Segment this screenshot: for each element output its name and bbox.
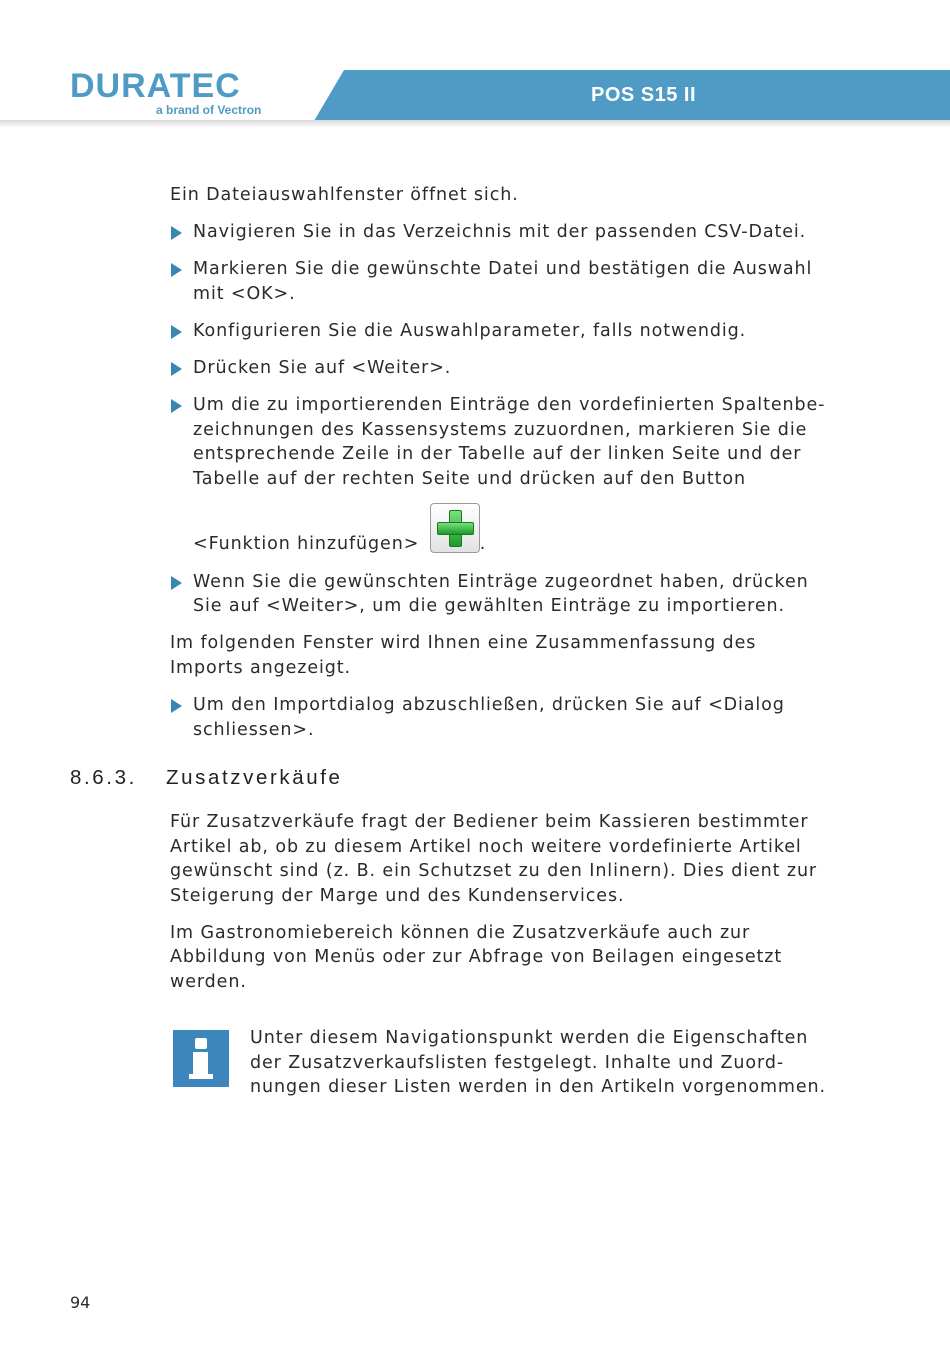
info-icon: [173, 1030, 229, 1087]
bullet-arrow-icon: [171, 226, 182, 240]
step-text: Um die zu importierenden Einträge den vordefinierten Spaltenbe- zeichnungen des Kassensystems zuzuordnen, markieren Sie die entsprechende Zeile in der Tabelle auf der linken Seite und der Tabelle auf der rechten Seite und drücken auf den Button: [193, 395, 826, 489]
function-button-line: [193, 503, 830, 557]
summary-text: Im folgenden Fenster wird Ihnen eine Zusammenfassung des Imports angezeigt.: [170, 633, 757, 678]
page-number: 94: [70, 1293, 91, 1312]
section-paragraph: Im Gastronomiebereich können die Zusatzverkäufe auch zur Abbildung von Menüs oder zur Abfrage von Beilagen eingesetzt werden.: [170, 922, 783, 993]
step-item: [170, 393, 830, 557]
step-item: [170, 693, 830, 742]
product-title: POS S15 II: [591, 84, 697, 106]
header-shadow: [0, 120, 950, 128]
step-item: [170, 257, 830, 306]
green-plus-icon: [430, 503, 480, 553]
page-header: [0, 0, 950, 125]
bullet-arrow-icon: [171, 325, 182, 339]
bullet-arrow-icon: [171, 263, 182, 277]
bullet-arrow-icon: [171, 576, 182, 590]
section-number: 8.6.3.: [70, 766, 137, 789]
step-text: Wenn Sie die gewünschten Einträge zugeordnet haben, drücken Sie auf <Weiter>, um die gewählten Einträge zu importieren.: [193, 571, 809, 617]
bullet-arrow-icon: [171, 399, 182, 413]
bullet-arrow-icon: [171, 362, 182, 376]
main-content: [170, 183, 830, 755]
step-item: [170, 356, 830, 381]
bullet-arrow-icon: [171, 699, 182, 713]
svg-text:DURATEC: DURATEC: [70, 68, 241, 100]
section-title: Zusatzverkäufe: [166, 766, 343, 789]
duratec-logo: [70, 68, 298, 100]
step-text: Drücken Sie auf <Weiter>.: [193, 357, 452, 378]
step-text: Markieren Sie die gewünschte Datei und bestätigen die Auswahl mit <OK>.: [193, 259, 813, 304]
step-item: [170, 220, 830, 245]
function-suffix: .: [479, 534, 487, 555]
step-item: [170, 570, 830, 619]
intro-text: Ein Dateiauswahlfenster öffnet sich.: [170, 185, 519, 205]
section-content: [170, 810, 830, 1007]
function-label: <Funktion hinzufügen>: [193, 534, 420, 555]
section-paragraph: Für Zusatzverkäufe fragt der Bediener beim Kassieren bestimmter Artikel ab, ob zu diesem Artikel noch weitere vordefinierte Artikel gewünscht sind (z. B. ein Schutzset zu den Inlinern). Dies dient zur Steigerung der Marge und des Kundenservices.: [170, 812, 818, 906]
logo-subtitle: a brand of Vectron: [156, 103, 262, 117]
step-text: Konfigurieren Sie die Auswahlparameter, falls notwendig.: [193, 320, 747, 341]
step-item: [170, 319, 830, 344]
step-text: Navigieren Sie in das Verzeichnis mit der passenden CSV-Datei.: [193, 222, 807, 243]
info-note: Unter diesem Navigationspunkt werden die Eigenschaften der Zusatzverkaufslisten festgelegt. Inhalte und Zuord- nungen dieser Listen werden in den Artikeln vorgenommen.: [250, 1028, 826, 1098]
step-text: Um den Importdialog abzuschließen, drücken Sie auf <Dialog schliessen>.: [193, 694, 785, 740]
section-heading: [70, 766, 343, 790]
